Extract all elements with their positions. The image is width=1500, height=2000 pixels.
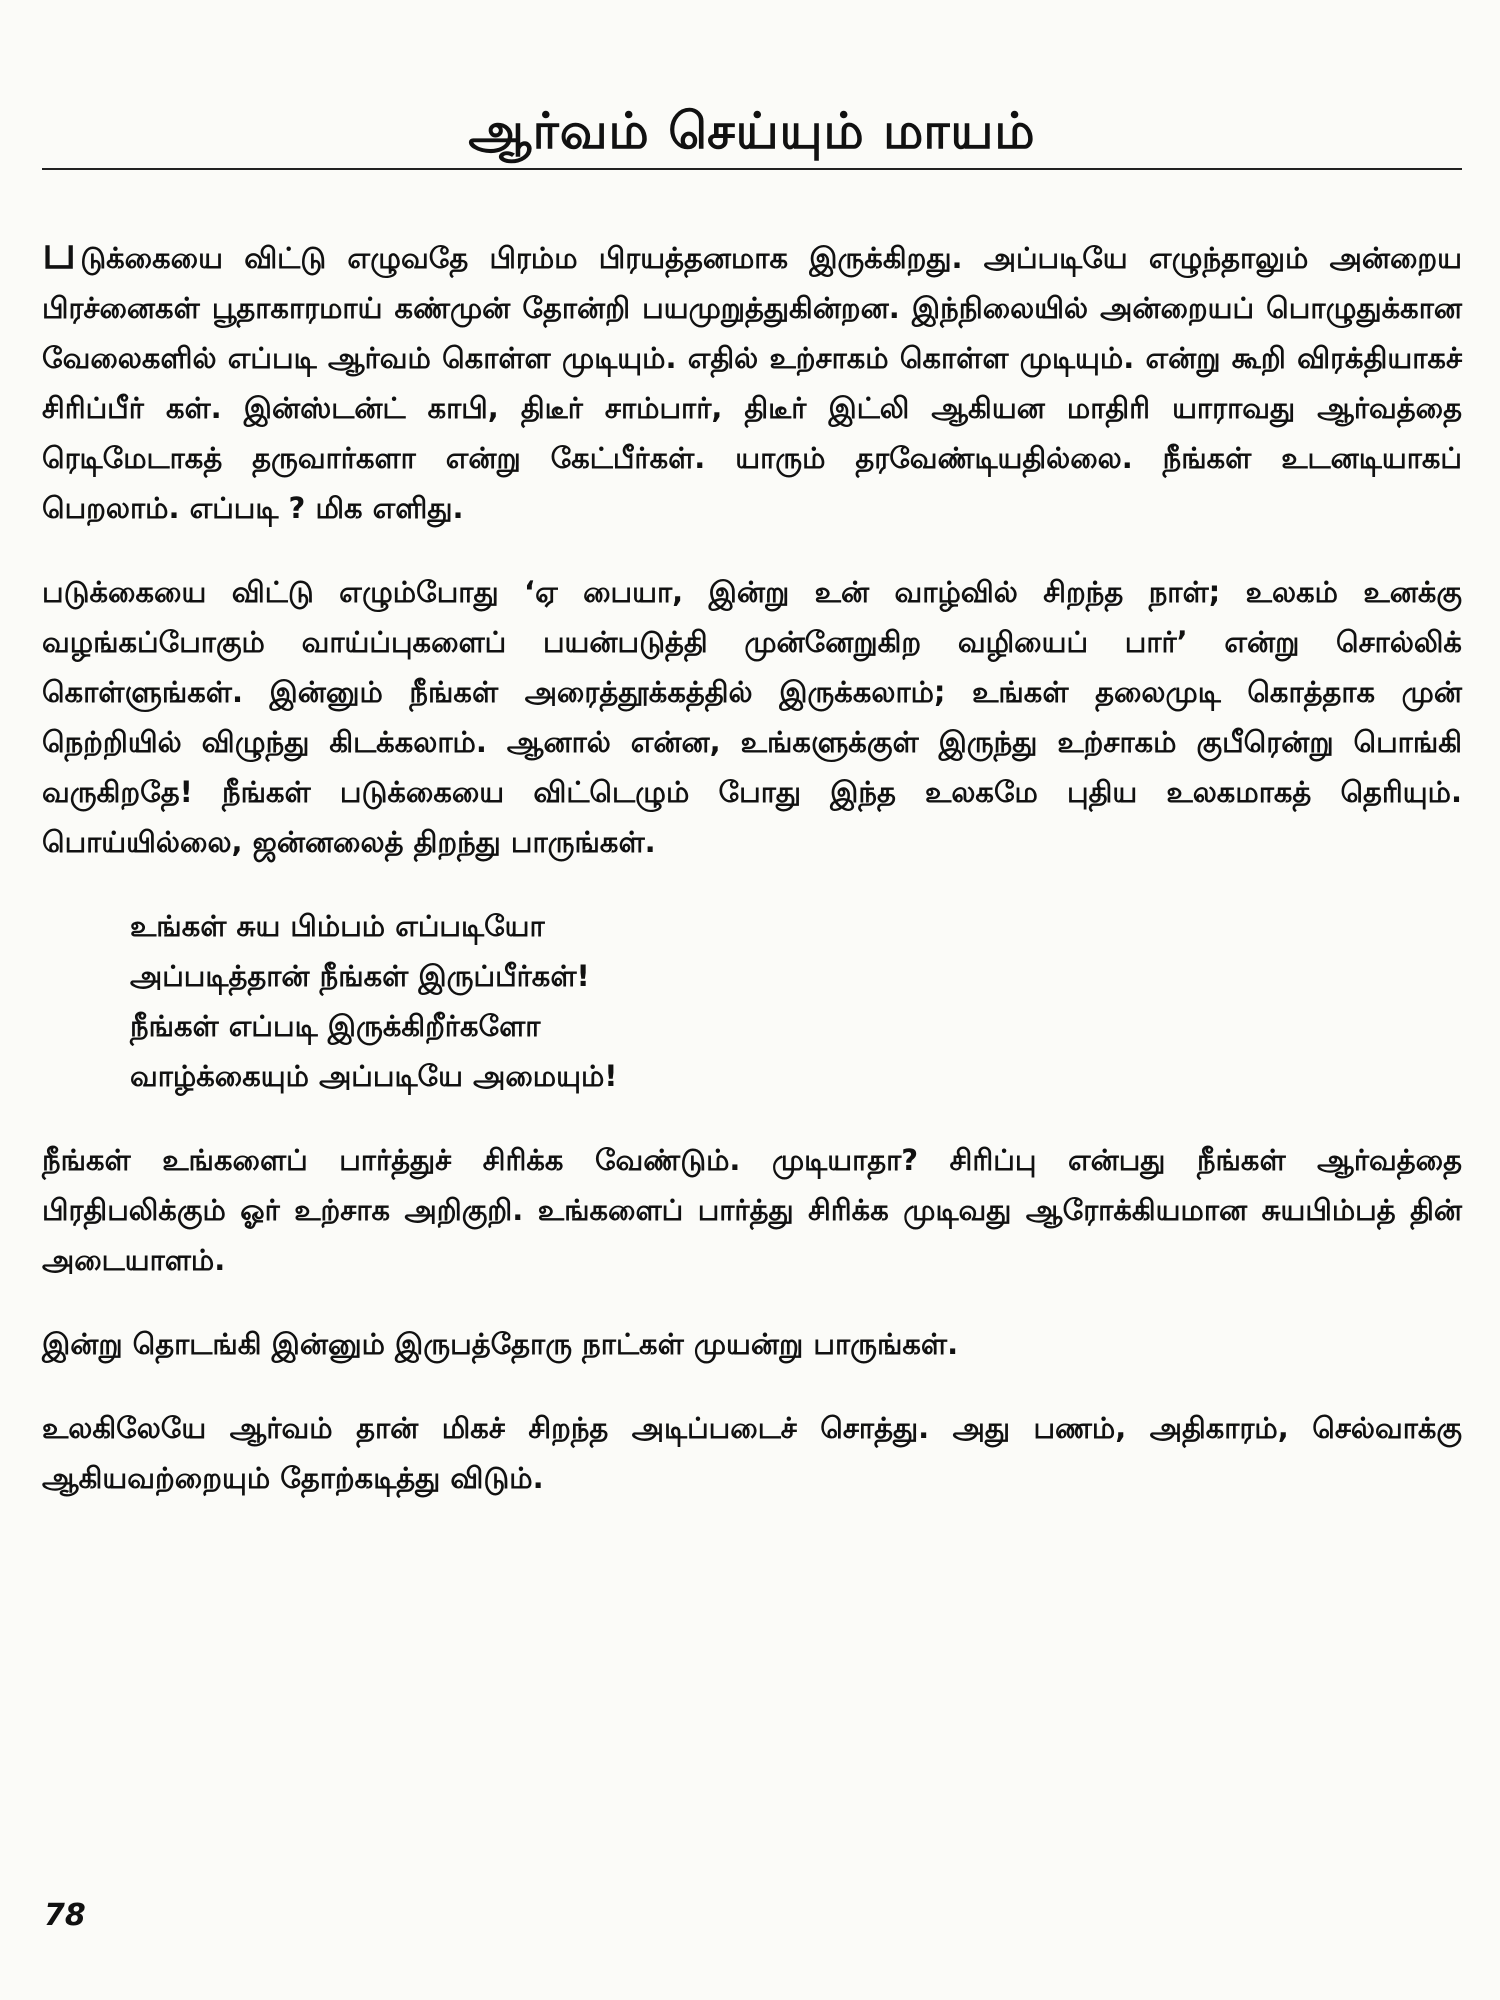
- verse-block: [42, 901, 1462, 1101]
- page-body: [42, 225, 1462, 1537]
- verse-line-4: வாழ்க்கையும் அப்படியே அமையும்!: [130, 1059, 618, 1093]
- verse-line-2: அப்படித்தான் நீங்கள் இருப்பீர்கள்!: [130, 959, 590, 993]
- running-header: [42, 96, 1462, 170]
- paragraph-3: நீங்கள் உங்களைப் பார்த்துச் சிரிக்க வேண்டும். முடியாதா? சிரிப்பு என்பது நீங்கள் ஆர்வத்தை பிரதிபலிக்கும் ஓர் உற்சாக அறிகுறி. உங்களைப் பார்த்து சிரிக்க முடிவது ஆரோக்கியமான சுயபிம்பத் தின் அடையாளம்.: [42, 1143, 1462, 1277]
- page-number: 78: [44, 1898, 86, 1933]
- verse-line-3: நீங்கள் எப்படி இருக்கிறீர்களோ: [130, 1009, 541, 1043]
- paragraph-1-text: டுக்கையை விட்டு எழுவதே பிரம்ம பிரயத்தனமாக இருக்கிறது. அப்படியே எழுந்தாலும் அன்றைய பிரச்னைகள் பூதாகாரமாய் கண்முன் தோன்றி பயமுறுத்துகின்றன. இந்நிலையில் அன்றையப் பொழுதுக்கான வேலைகளில் எப்படி ஆர்வம் கொள்ள முடியும். எதில் உற்சாகம் கொள்ள முடியும். என்று கூறி விரக்தியாகச் சிரிப்பீர் கள். இன்ஸ்டன்ட் காபி, திடீர் சாம்பார், திடீர் இட்லி ஆகியன மாதிரி யாராவது ஆர்வத்தை ரெடிமேடாகத் தருவார்களா என்று கேட்பீர்கள். யாரும் தரவேண்டியதில்லை. நீங்கள் உடனடியாகப் பெறலாம். எப்படி ? மிக எளிது.: [42, 241, 1462, 525]
- verse-line-1: உங்கள் சுய பிம்பம் எப்படியோ: [130, 909, 545, 943]
- drop-cap: ப: [42, 225, 77, 279]
- paragraph-4: இன்று தொடங்கி இன்னும் இருபத்தோரு நாட்கள் முயன்று பாருங்கள்.: [42, 1327, 959, 1361]
- paragraph-1: [42, 225, 1462, 533]
- paragraph-2: படுக்கையை விட்டு எழும்போது ‘ஏ பையா, இன்று உன் வாழ்வில் சிறந்த நாள்; உலகம் உனக்கு வழங்கப்போகும் வாய்ப்புகளைப் பயன்படுத்தி முன்னேறுகிற வழியைப் பார்’ என்று சொல்லிக் கொள்ளுங்கள். இன்னும் நீங்கள் அரைத்தூக்கத்தில் இருக்கலாம்; உங்கள் தலைமுடி கொத்தாக முன் நெற்றியில் விழுந்து கிடக்கலாம். ஆனால் என்ன, உங்களுக்குள் இருந்து உற்சாகம் குபீரென்று பொங்கி வருகிறதே! நீங்கள் படுக்கையை விட்டெழும் போது இந்த உலகமே புதிய உலகமாகத் தெரியும். பொய்யில்லை, ஜன்னலைத் திறந்து பாருங்கள்.: [42, 575, 1462, 859]
- paragraph-5: உலகிலேயே ஆர்வம் தான் மிகச் சிறந்த அடிப்படைச் சொத்து. அது பணம், அதிகாரம், செல்வாக்கு ஆகியவற்றையும் தோற்கடித்து விடும்.: [42, 1411, 1462, 1495]
- chapter-title: ஆர்வம் செய்யும் மாயம்: [468, 102, 1036, 160]
